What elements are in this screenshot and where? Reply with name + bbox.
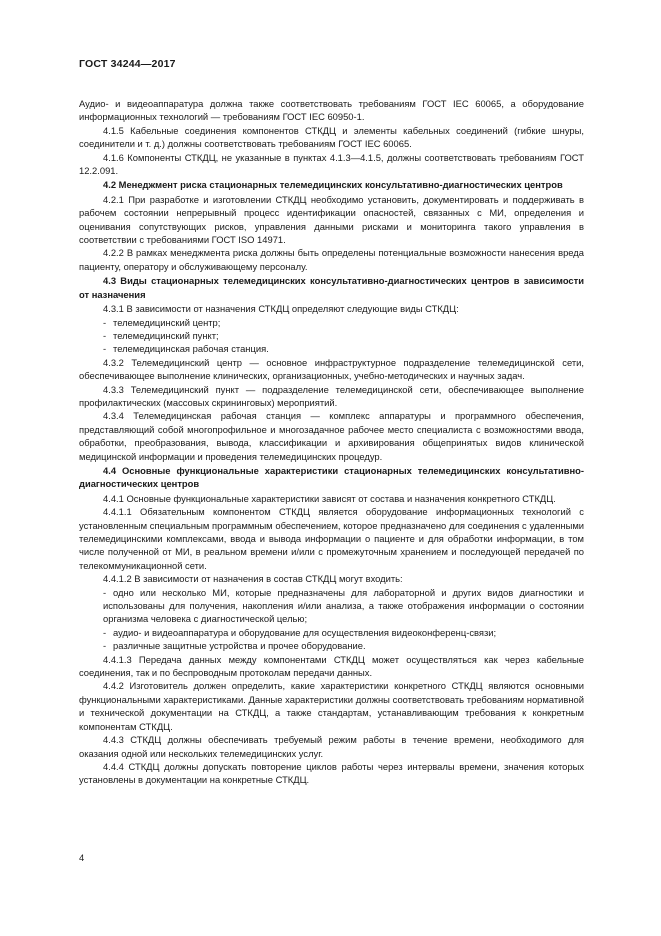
list-item-text: одно или несколько МИ, которые предназначены для лабораторной и других видов диагностики и использованы для получения, накопления и/или анализа, а также отображения информации о состоянии организма человека с диагностической целью; [103,586,584,625]
list-dash: - [103,586,107,598]
list-dash: - [103,316,107,328]
paragraph: 4.4.4 СТКДЦ должны допускать повторение циклов работы через интервалы времени, значения которых установлены в документации на конкретные СТКДЦ. [79,760,584,786]
paragraph: 4.4.1 Основные функциональные характеристики зависят от состава и назначения конкретного СТКДЦ. [103,492,556,504]
document-header: ГОСТ 34244—2017 [79,58,176,70]
paragraph: 4.2.2 В рамках менеджмента риска должны быть определены потенциальные возможности нанесения вреда пациенту, оператору и обслуживающему персоналу. [79,247,584,272]
list-item-text: телемедицинская рабочая станция. [113,343,269,355]
paragraph: 4.4.2 Изготовитель должен определить, какие характеристики конкретного СТКДЦ являются основными функциональными характеристиками. Данные характеристики должны соответствовать требованиям нормативной и технической документации на СТКДЦ, а также стандартам, устанавливающим требования к конкретным компонентам СТКДЦ. [79,680,584,732]
paragraph: 4.1.5 Кабельные соединения компонентов СТКДЦ и элементы кабельных соединений (гибкие шнуры, соединители и т. д.) должны соответствовать требованиям ГОСТ IEC 60065. [79,124,584,150]
paragraph: 4.3.2 Телемедицинский центр — основное инфраструктурное подразделение телемедицинской сети, обеспечивающее выполнение клинических, организационных, учебно-методических и научных задач. [79,356,584,382]
paragraph: 4.1.6 Компоненты СТКДЦ, не указанные в пунктах 4.1.3—4.1.5, должны соответствовать требованиям ГОСТ 12.2.091. [79,151,584,177]
list-item [79,342,584,355]
paragraph: 4.4.3 СТКДЦ должны обеспечивать требуемый режим работы в течение времени, необходимого для оказания одной или нескольких телемедицинских услуг. [79,734,584,759]
paragraph: 4.3.1 В зависимости от назначения СТКДЦ определяют следующие виды СТКДЦ: [103,303,459,315]
list-item [79,316,584,329]
paragraph: 4.3.4 Телемедицинская рабочая станция — комплекс аппаратуры и программного обеспечения, представляющий собой многопрофильное и многозадачное рабочее место специалиста с возможностями ввода, обработки, преобразования, вывода, классификации и архивирования общепринятых видов клинической медицинской информации и проведения телемедицинских процедур. [79,410,584,462]
paragraph: 4.4.1.3 Передача данных между компонентами СТКДЦ может осуществляться как через кабельные соединения, так и по беспроводным протоколам передачи данных. [79,653,584,679]
list-item-text: телемедицинский центр; [113,316,221,328]
list-dash: - [103,343,107,355]
list-item [79,626,584,639]
section-heading-4-2: 4.2 Менеджмент риска стационарных телемедицинских консультативно-диагностических центров [103,179,563,191]
list-item [79,639,584,652]
list-dash: - [103,626,107,638]
paragraph: 4.2.1 При разработке и изготовлении СТКДЦ необходимо установить, документировать и поддерживать в рабочем состоянии непрерывный процесс идентификации опасностей, связанных с МИ, определения и оценивания сопутствующих рисков, управления данными рисками и мониторинга такого управления в соответствии с требованиями ГОСТ ISO 14971. [79,193,584,246]
list-item [79,329,584,342]
list-item-text: различные защитные устройства и прочее оборудование. [113,640,366,652]
list-dash: - [103,329,107,341]
list-item-text: аудио- и видеоаппаратура и оборудование для осуществления видеоконференц-связи; [113,626,497,638]
list-item [79,586,584,626]
paragraph: 4.4.1.2 В зависимости от назначения в состав СТКДЦ могут входить: [103,573,403,585]
paragraph: 4.3.3 Телемедицинский пункт — подразделение телемедицинской сети, обеспечивающее выполнение профилактических (массовых скрининговых) мероприятий. [79,383,584,408]
list-dash: - [103,640,107,652]
page-number: 4 [79,852,85,863]
section-heading-4-3: 4.3 Виды стационарных телемедицинских консультативно-диагностических центров в зависимости от назначения [79,275,584,300]
paragraph: Аудио- и видеоаппаратура должна также соответствовать требованиям ГОСТ IEC 60065, а оборудование информационных технологий — требованиям ГОСТ IEC 60950-1. [79,98,584,123]
paragraph: 4.4.1.1 Обязательным компонентом СТКДЦ является оборудование информационных технологий с установленным специальным программным обеспечением, которое предназначено для соединения с удаленными телемедицинскими комплексами, ввода и вывода информации о пациенте и для обработки информации, в том числе полученной от МИ, в реальном времени и/или с промежуточным хранением и последующей передачей по телекоммуникационной сети. [79,506,584,571]
section-heading-4-4: 4.4 Основные функциональные характеристики стационарных телемедицинских консультативно-диагностических центров [79,464,584,490]
document-body [79,97,584,787]
list-item-text: телемедицинский пункт; [113,329,219,341]
